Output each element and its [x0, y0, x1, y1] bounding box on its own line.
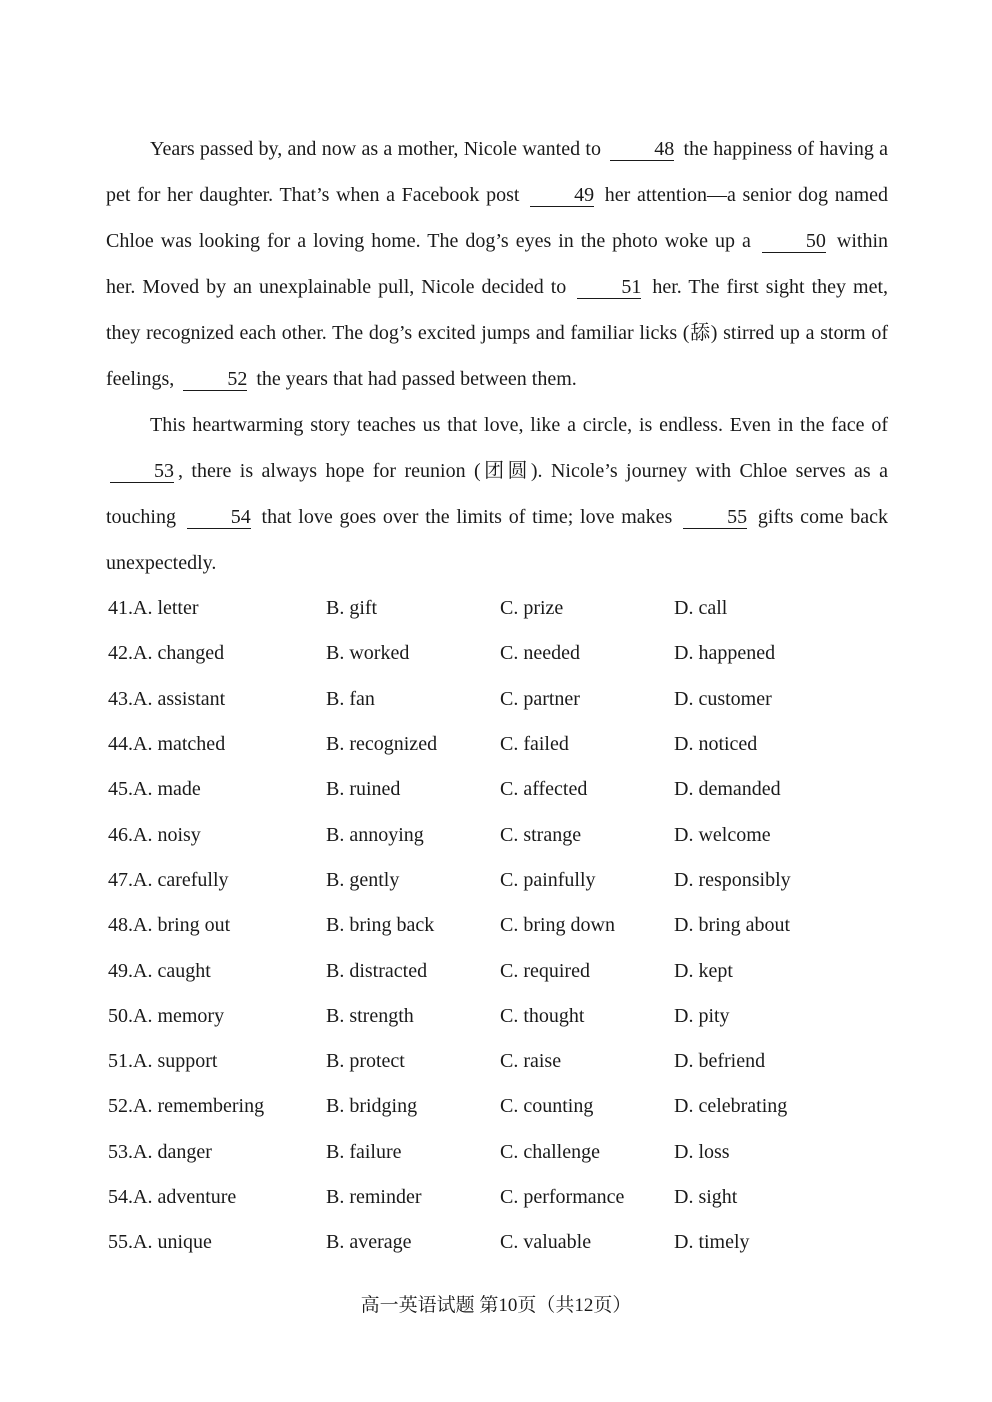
option-d: D. happened: [674, 642, 776, 665]
option-b: B. fan: [326, 687, 375, 710]
option-d: D. bring about: [674, 914, 791, 937]
option-c: C. strange: [500, 823, 582, 846]
option-a: 55.A. unique: [108, 1231, 212, 1254]
option-d: D. welcome: [674, 823, 771, 846]
option-c: C. failed: [500, 733, 569, 756]
option-b: B. protect: [326, 1050, 405, 1073]
option-a: 49.A. caught: [108, 959, 211, 982]
question-options-row: [108, 1175, 888, 1220]
option-a: 44.A. matched: [108, 733, 226, 756]
passage-text: that love goes over the limits of time; love makes: [261, 506, 673, 528]
option-d: D. demanded: [674, 778, 781, 801]
question-options-row: [108, 767, 888, 812]
passage-text: Years passed by, and now as a mother, Nicole wanted to: [150, 138, 601, 160]
passage-text: her attention—a senior dog named Chloe was looking for a loving home. The dog’s eyes in the photo woke up a: [106, 184, 889, 252]
question-options-row: [108, 677, 888, 722]
option-b: B. strength: [326, 1004, 414, 1027]
option-c: C. raise: [500, 1050, 562, 1073]
answer-options: [108, 586, 888, 1265]
option-a: 52.A. remembering: [108, 1095, 265, 1118]
option-d: D. responsibly: [674, 868, 791, 891]
option-a: 42.A. changed: [108, 642, 225, 665]
option-d: D. customer: [674, 687, 772, 710]
option-a: 46.A. noisy: [108, 823, 201, 846]
passage-text: within her. Moved by an unexplainable pull, Nicole decided to: [106, 230, 889, 298]
option-b: B. distracted: [326, 959, 428, 982]
question-options-row: [108, 903, 888, 948]
blank-55: 55: [683, 506, 747, 529]
option-d: D. timely: [674, 1231, 750, 1254]
option-b: B. reminder: [326, 1186, 422, 1208]
option-d: D. call: [674, 597, 728, 620]
option-b: B. bridging: [326, 1095, 418, 1118]
question-options-row: [108, 1039, 888, 1084]
passage-text: her. The first sight they met, they recognized each other. The dog’s excited jumps and familiar licks (舔) stirred up a storm of feelings,: [106, 276, 889, 390]
question-options-row: [108, 1084, 888, 1129]
option-c: C. partner: [500, 687, 580, 710]
option-c: C. painfully: [500, 868, 596, 891]
option-b: B. failure: [326, 1140, 402, 1163]
option-d: D. celebrating: [674, 1095, 788, 1118]
question-options-row: [108, 631, 888, 676]
question-options-row: [108, 858, 888, 903]
option-c: C. valuable: [500, 1231, 592, 1254]
question-options-row: [108, 586, 888, 631]
passage-text: This heartwarming story teaches us that love, like a circle, is endless. Even in the face of: [150, 414, 888, 436]
blank-54: 54: [187, 506, 251, 529]
option-c: C. prize: [500, 597, 564, 620]
option-c: C. affected: [500, 778, 588, 801]
option-c: C. needed: [500, 642, 580, 665]
question-options-row: [108, 948, 888, 993]
option-c: C. challenge: [500, 1140, 600, 1163]
option-c: C. thought: [500, 1004, 585, 1027]
blank-49: 49: [530, 184, 594, 207]
option-a: 45.A. made: [108, 778, 201, 801]
blank-53: 53: [110, 460, 174, 483]
option-b: B. ruined: [326, 778, 401, 801]
option-a: 50.A. memory: [108, 1004, 225, 1027]
option-b: B. bring back: [326, 914, 435, 937]
passage-text: , there is always hope for reunion (团圆). Nicole’s journey with Chloe serves as a touching: [106, 460, 888, 528]
option-c: C. bring down: [500, 914, 615, 937]
question-options-row: [108, 722, 888, 767]
paragraph-1: [106, 126, 888, 402]
passage-text: the years that had passed between them.: [256, 368, 577, 390]
option-b: B. average: [326, 1231, 412, 1254]
option-b: B. gently: [326, 868, 400, 891]
cloze-passage: [106, 126, 888, 586]
option-a: 41.A. letter: [108, 597, 199, 620]
option-d: D. loss: [674, 1140, 730, 1163]
option-d: D. kept: [674, 959, 733, 982]
option-c: C. performance: [500, 1186, 625, 1208]
option-a: 47.A. carefully: [108, 868, 229, 891]
option-a: 51.A. support: [108, 1050, 218, 1073]
option-b: B. recognized: [326, 733, 438, 756]
paragraph-2: [106, 402, 888, 586]
blank-51: 51: [577, 276, 641, 299]
page-footer: 高一英语试题 第10页（共12页）: [360, 1295, 632, 1316]
passage-text: gifts come back unexpectedly.: [106, 506, 889, 574]
option-a: 48.A. bring out: [108, 914, 231, 937]
option-c: C. required: [500, 959, 590, 982]
option-a: 43.A. assistant: [108, 687, 226, 710]
passage-text: the happiness of having a pet for her daughter. That’s when a Facebook post: [106, 138, 888, 206]
option-d: D. befriend: [674, 1050, 766, 1073]
option-d: D. noticed: [674, 733, 758, 756]
option-a: 53.A. danger: [108, 1140, 212, 1163]
question-options-row: [108, 994, 888, 1039]
option-a: 54.A. adventure: [108, 1186, 237, 1208]
option-b: B. annoying: [326, 823, 424, 846]
option-d: D. pity: [674, 1004, 730, 1027]
question-options-row: [108, 812, 888, 857]
option-b: B. worked: [326, 642, 410, 665]
blank-52: 52: [183, 368, 247, 391]
option-c: C. counting: [500, 1095, 594, 1118]
option-b: B. gift: [326, 597, 378, 620]
question-options-row: [108, 1130, 888, 1175]
blank-48: 48: [610, 138, 674, 161]
question-options-row: [108, 1220, 888, 1265]
option-d: D. sight: [674, 1186, 738, 1208]
blank-50: 50: [762, 230, 826, 253]
